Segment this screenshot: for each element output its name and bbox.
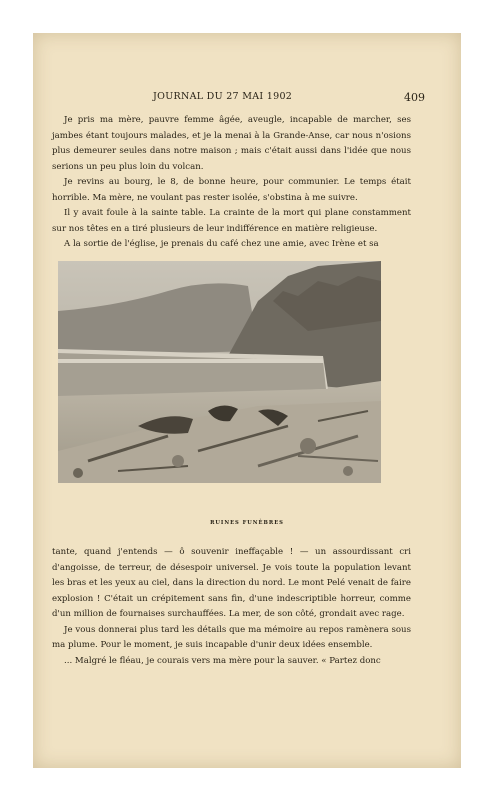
body-text-top [52, 113, 411, 253]
paragraph: A la sortie de l'église, je prenais du café chez une amie, avec Irène et sa [64, 239, 379, 249]
paragraph: Il y avait foule à la sainte table. La crainte de la mort qui plane constamment sur nos têtes en a tiré plusieurs de leur indifférence en matière religieuse. [52, 208, 411, 234]
paragraph: Je pris ma mère, pauvre femme âgée, aveugle, incapable de marcher, ses jambes étant toujours malades, et je la menai à la Grande-Anse, car nous n'osions plus demeurer seules dans notre maison ; mais c'était aussi dans l'idée que nous serions un peu plus loin du volcan. [52, 115, 411, 172]
running-title: JOURNAL DU 27 MAI 1902 [153, 91, 293, 102]
page-header [33, 91, 461, 105]
page-number: 409 [404, 91, 425, 104]
ruins-photograph [58, 261, 381, 483]
book-page [33, 33, 461, 768]
paragraph: Je vous donnerai plus tard les détails que ma mémoire au repos ramènera sous ma plume. Pour le moment, je suis incapable d'unir deux idées ensemble. [52, 624, 411, 650]
paragraph: Je revins au bourg, le 8, de bonne heure, pour communier. Le temps était horrible. Ma mère, ne voulant pas rester isolée, s'obstina à me suivre. [52, 177, 411, 203]
paragraph: tante, quand j'entends — ô souvenir ineffaçable ! — un assourdissant cri d'angoisse, de terreur, de désespoir universel. Je vois toute la population levant les bras et les yeux au ciel, dans la direction du nord. Le mont Pelé venait de faire explosion ! C'était un crépitement sans fin, d'une indescriptible horreur, comme d'un million de fournaises surchauffées. La mer, de son côté, grondait avec rage. [52, 547, 411, 619]
paragraph: ... Malgré le fléau, je courais vers ma mère pour la sauver. « Partez donc [64, 655, 381, 666]
figure-caption: RUINES FUNÈBRES [210, 520, 284, 526]
body-text-bottom [52, 545, 411, 669]
